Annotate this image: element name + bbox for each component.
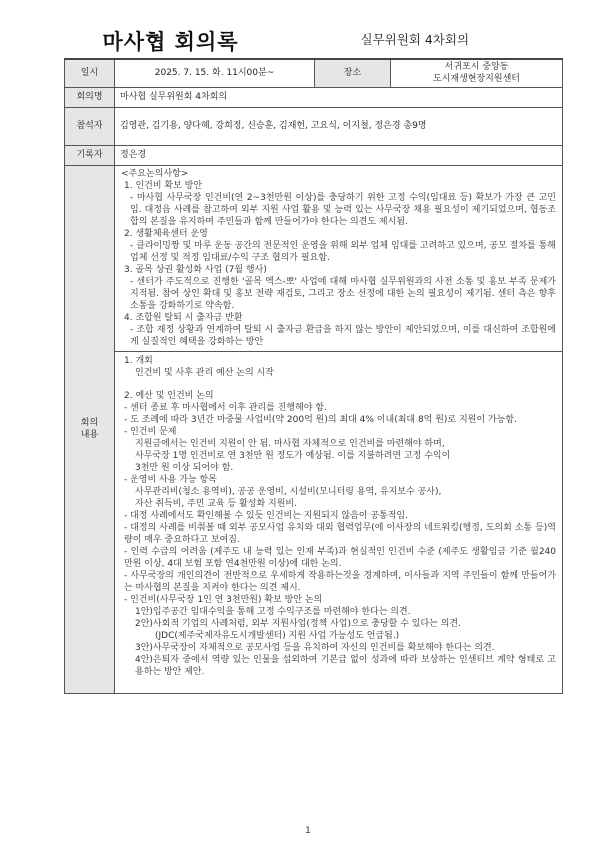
place-label: 장소	[315, 59, 391, 87]
date-label: 일시	[65, 59, 115, 87]
detail-line: (JDC(제주국제자유도시개발센터) 지원 사업 가능성도 언급됨.)	[155, 630, 400, 641]
meeting-details	[115, 351, 563, 693]
recorder-row	[65, 145, 563, 165]
recorder-label: 기록자	[65, 145, 115, 165]
detail-line: - 인건비(사무국장 1인 연 3천만원) 확보 방안 논의	[124, 594, 323, 605]
date-value: 2025. 7. 15. 화. 11시00분~	[115, 59, 315, 87]
section-body: 인건비 및 사후 관리 예산 논의 시작	[135, 367, 274, 378]
content-row	[65, 165, 563, 351]
detail-line: 3안)사무국장이 자체적으로 공모사업 등을 유치하여 자신의 인건비를 확보해야 한다는 의견.	[135, 642, 495, 653]
title-row	[65, 26, 563, 59]
date-place-row	[65, 59, 563, 87]
agenda-item-body: - 마사협 사무국장 인건비(연 2~3천만원 이상)를 충당하기 위한 고정 수익(임대료 등) 확보가 가장 큰 고민임. 대정읍 사례를 참고하여 외부 지원 사업 활용 및 능력 있는 사무국장 채용 필요성이 제기되었으며, 협동조합의 본질을 유지하며 주민들과 함께 만들어가야 한다는 의견도 제시됨.	[130, 192, 556, 227]
detail-line: 자산 취득비, 주민 교육 등 활성화 지원비.	[135, 498, 297, 509]
detail-line: 3천만 원 이상 되어야 함.	[135, 462, 234, 473]
detail-line: 사무관리비(청소 용역비), 공공 운영비, 시설비(모니터링 용역, 유지보수 공사),	[135, 486, 442, 497]
detail-line: 지원금에서는 인건비 지원이 안 됨. 마사협 자체적으로 인건비를 마련해야 하며,	[135, 438, 445, 449]
agenda-item-body: - 클라이밍짱 및 마루 운동 공간의 전문적인 운영을 위해 외부 업체 임대를 고려하고 있으며, 공모 절차를 통해 업체 선정 및 적정 임대료/수익 구조 협의가 필요함.	[130, 240, 556, 263]
detail-line: - 인건비 문제	[124, 426, 177, 437]
document-subtitle: 실무위원회 4차회의	[360, 32, 470, 47]
detail-line: - 사무국장의 개인의견이 전반적으로 우세하게 작용하는것을 경계하며, 이사들과 지역 주민들이 함께 만들어가는 마사협의 본질을 지켜야 한다는 의견 제시.	[124, 570, 556, 593]
detail-line: - 인력 수급의 어려움 (제주도 내 능력 있는 인재 부족)과 현실적인 인건비 수준 (제주도 생활임금 기준 월240만원 이상, 4대 보험 포함 연4천만원 이상)에 대한 논의.	[124, 546, 556, 569]
attendees-row	[65, 107, 563, 145]
detail-line: - 운영비 사용 가능 항목	[124, 474, 217, 485]
meeting-name-value: 마사협 실무위원회 4차회의	[115, 87, 563, 107]
place-line-1: 서귀포시 중앙동	[444, 62, 509, 73]
detail-line: 사무국장 1명 인건비로 연 3천만 원 정도가 예상됨. 이를 지불하려면 고정 수익이	[135, 450, 451, 461]
recorder-value: 정은경	[115, 145, 563, 165]
section-title: 1. 개회	[124, 355, 153, 366]
page-number: 1	[305, 826, 311, 836]
content-label	[65, 165, 115, 693]
attendees-value: 김영관, 김기용, 양다혜, 강희정, 신승훈, 김재헌, 고요식, 이지철, 정은경 총9명	[115, 107, 563, 145]
detail-line: - 대정의 사례를 비춰볼 때 외부 공모사업 유치와 대외 협력업무(에 이사장의 네트워킹(행정, 도의회 소통 등)역량이 매우 중요하다고 보여짐.	[124, 522, 556, 545]
detail-line: - 센터 종료 후 마사협에서 이후 관리를 진행해야 함.	[124, 402, 327, 413]
agenda-item-title: 4. 조합원 탈퇴 시 출자금 반환	[124, 312, 243, 323]
agenda-item-title: 1. 인건비 확보 방안	[124, 180, 203, 191]
meeting-name-row	[65, 87, 563, 107]
agenda-item-title: 2. 생활체육센터 운영	[124, 228, 208, 239]
detail-line: 1안)입주공간 임대수익을 통해 고정 수익구조를 마련해야 한다는 의견.	[135, 606, 411, 617]
meeting-name-label: 회의명	[65, 87, 115, 107]
detail-line: 4안)은퇴자 중에서 역량 있는 인물을 섭외하여 기본급 없이 성과에 따라 보상하는 인센티브 계약 형태로 고용하는 방안 제안.	[135, 654, 556, 677]
content-label-line-2: 내용	[80, 430, 99, 440]
place-value	[391, 59, 563, 87]
section-title: 2. 예산 및 인건비 논의	[124, 390, 214, 401]
detail-line: - 도 조례에 따라 3년간 마중물 사업비(약 200억 원)의 최대 4% 이내(최대 8억 원)로 지원이 가능함.	[124, 414, 517, 425]
attendees-label: 참석자	[65, 107, 115, 145]
agenda-item-title: 3. 골목 상권 활성화 사업 (7월 행사)	[124, 264, 267, 275]
agenda-heading: <주요논의사항>	[121, 168, 189, 179]
place-line-2: 도시재생현장지원센터	[433, 74, 520, 85]
agenda-summary	[115, 165, 563, 351]
agenda-item-body: - 조합 재정 상황과 연계하여 탈퇴 시 출자금 환급을 하지 않는 방안이 제안되었으며, 이를 대신하여 조합원에게 실질적인 혜택을 강화하는 방안	[130, 324, 556, 347]
content-label-line-1: 회의	[80, 418, 99, 428]
detail-line: - 대정 사례에서도 확인해볼 수 있듯 인건비는 지원되지 않음이 공통적임.	[124, 510, 408, 521]
detail-line: 2안)사회적 기업의 사례처럼, 외부 지원사업(정책 사업)으로 충당할 수 있다는 의견.	[135, 618, 461, 629]
minutes-form-table	[64, 26, 563, 694]
agenda-item-body: - 센터가 주도적으로 진행한 '골목 엑스-뽀' 사업에 대해 마사협 실무위원과의 사전 소통 및 홍보 부족 문제가 지적됨. 참여 상인 확대 및 홍보 전략 재검토, 그리고 장소 선정에 대한 논의 필요성이 제기됨. 센터 측은 향후 소통을 강화하기로 약속함.	[130, 276, 556, 311]
document-title: 마사협 회의록	[102, 30, 239, 54]
detail-row	[65, 351, 563, 693]
